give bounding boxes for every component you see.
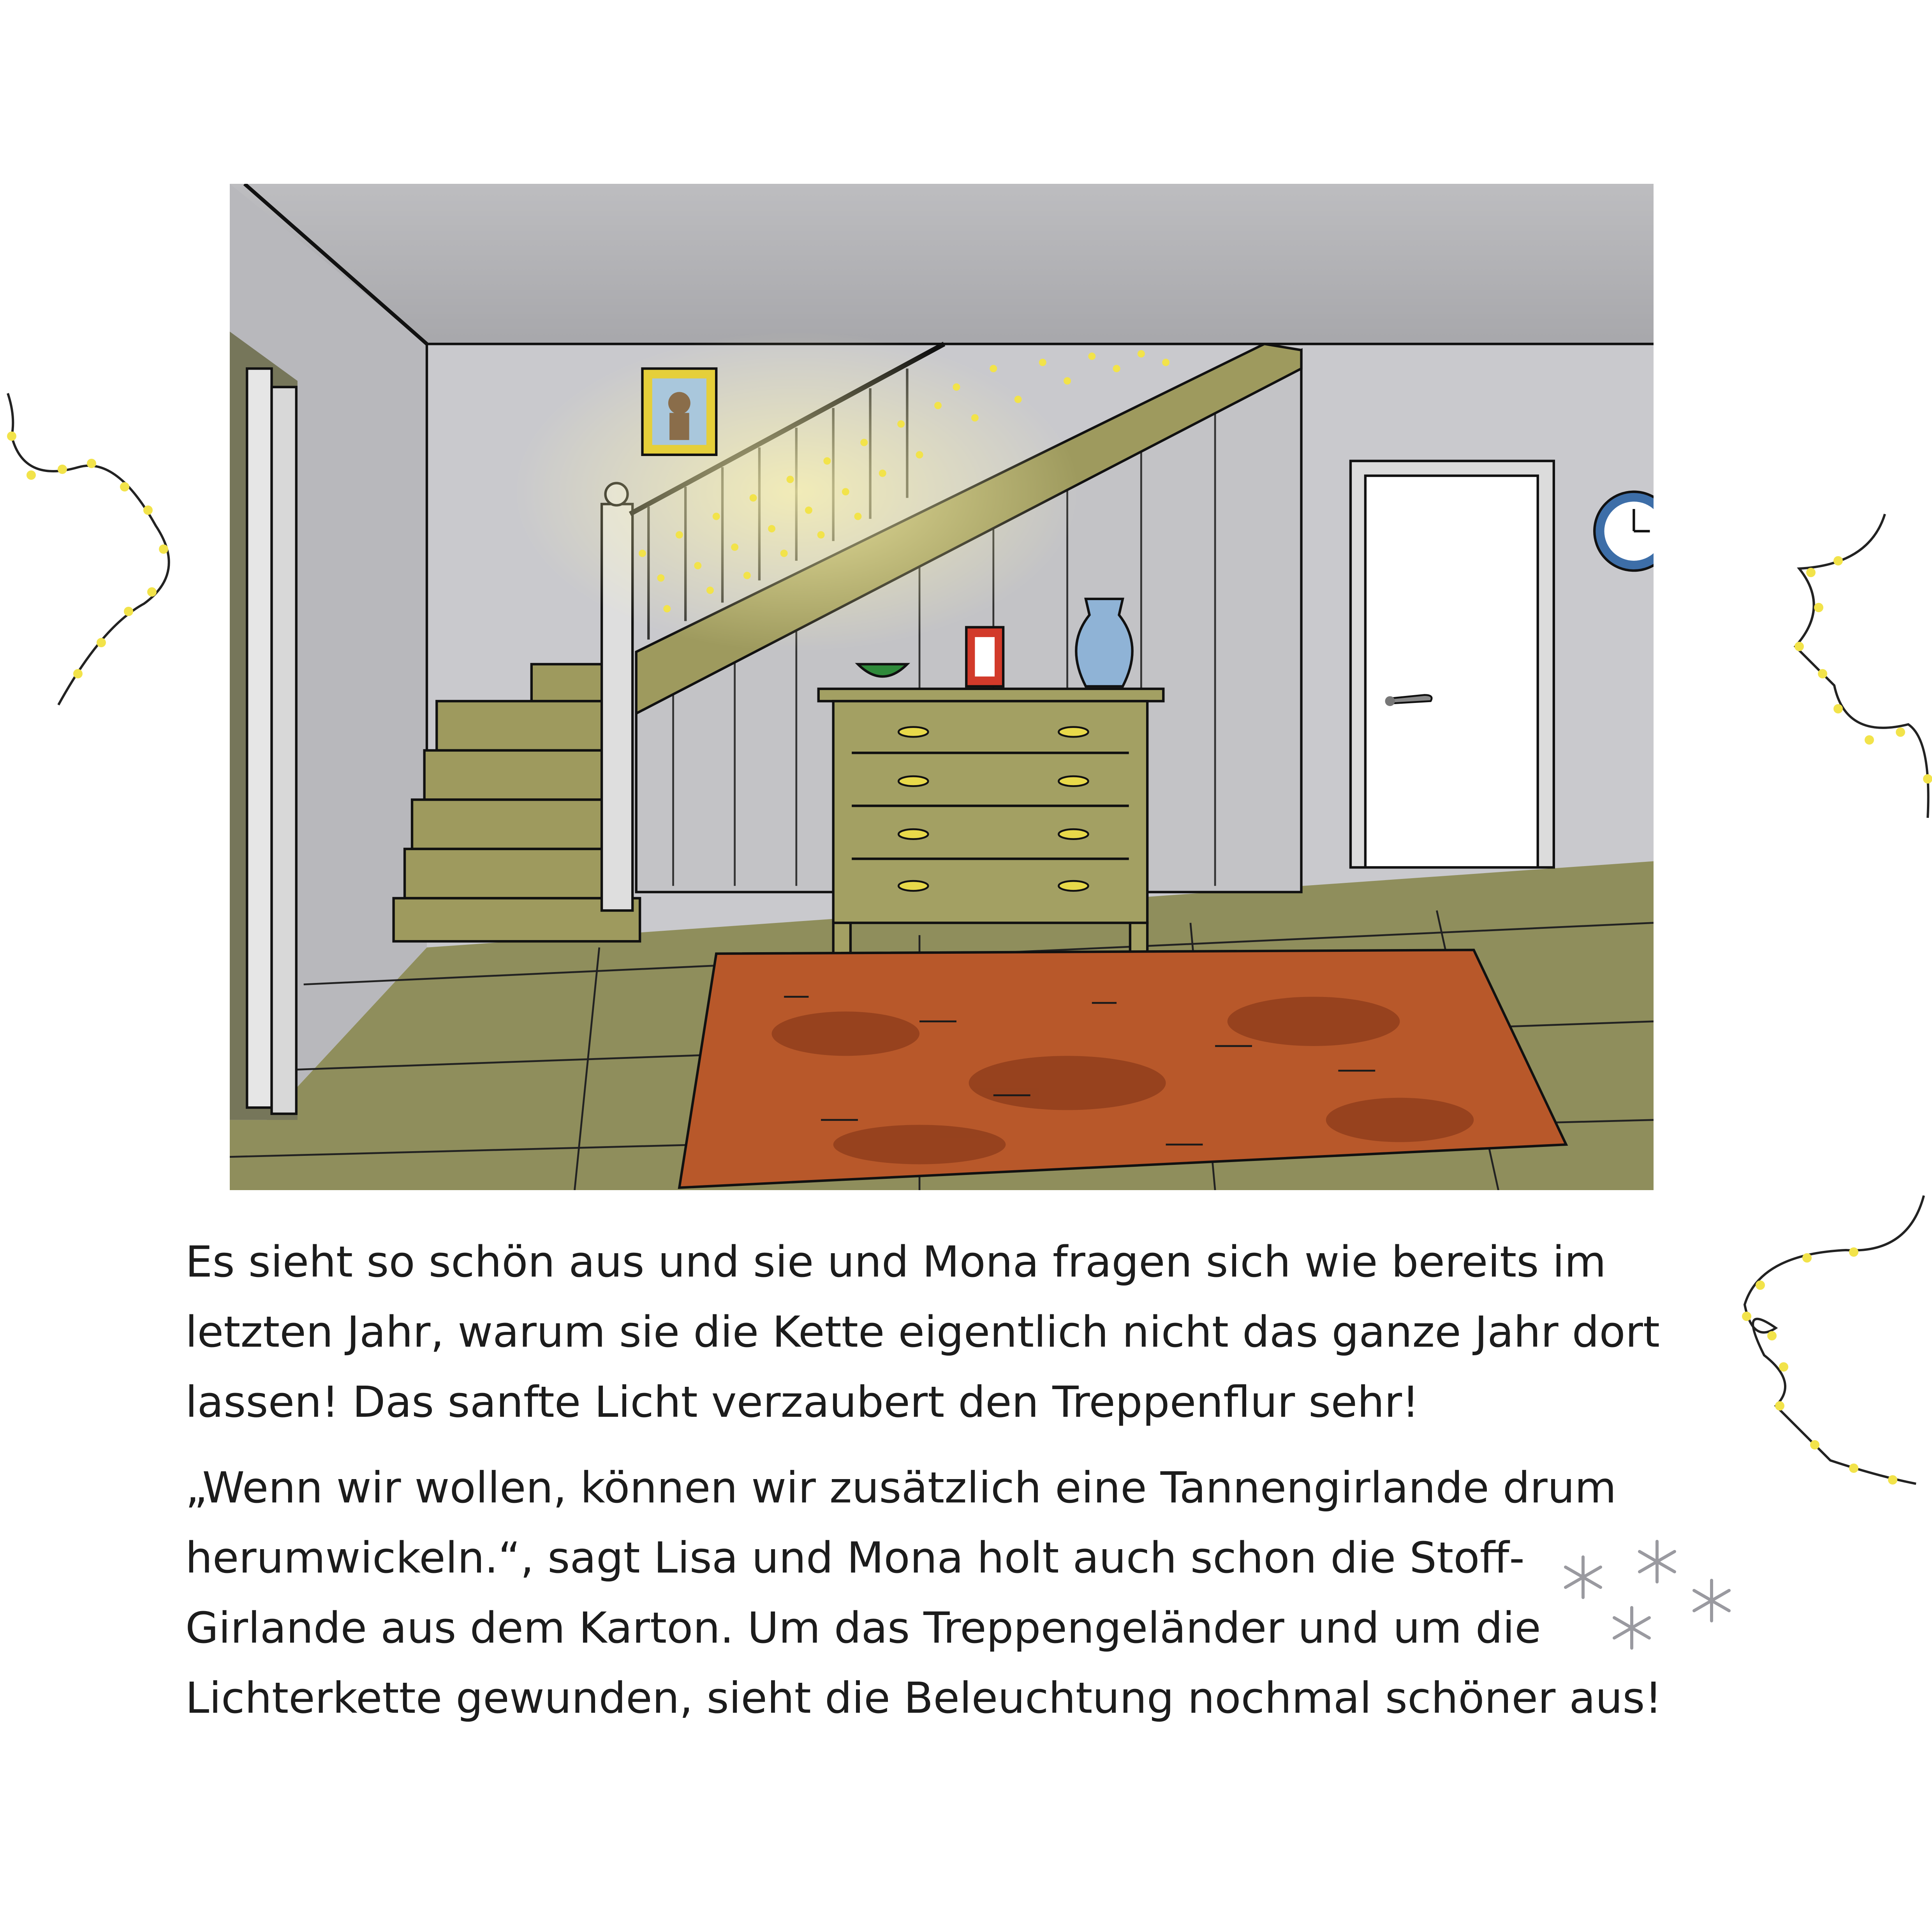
- story-paragraph-2: [185, 1453, 1704, 1733]
- light-string-right-bottom: [1729, 1188, 1932, 1499]
- story-line: letzten Jahr, warum sie die Kette eigentlich nicht das ganze Jahr dort: [185, 1307, 1660, 1357]
- story-text: [185, 1227, 1704, 1749]
- door: [1365, 476, 1538, 868]
- dresser-top: [819, 689, 1164, 701]
- story-line: herumwickeln.“, sagt Lisa und Mona holt auch schon die Stoff-: [185, 1533, 1525, 1583]
- story-line: Girlande aus dem Karton. Um das Treppengeländer und um die: [185, 1603, 1541, 1653]
- story-line: Lichterkette gewunden, sieht die Beleuchtung nochmal schöner aus!: [185, 1673, 1662, 1723]
- hallway-scene: [230, 184, 1654, 1190]
- hallway-illustration: [230, 184, 1654, 1190]
- ceiling: [230, 184, 1654, 368]
- fairy-lights-glow: [513, 332, 1080, 652]
- dresser: [833, 701, 1147, 923]
- light-string-left: [0, 386, 187, 744]
- light-string-right-top: [1776, 506, 1932, 857]
- story-line: Es sieht so schön aus und sie und Mona fragen sich wie bereits im: [185, 1237, 1606, 1287]
- story-paragraph-1: [185, 1227, 1704, 1437]
- story-line: lassen! Das sanfte Licht verzaubert den Treppenflur sehr!: [185, 1377, 1420, 1427]
- story-line: „Wenn wir wollen, können wir zusätzlich eine Tannengirlande drum: [185, 1463, 1617, 1513]
